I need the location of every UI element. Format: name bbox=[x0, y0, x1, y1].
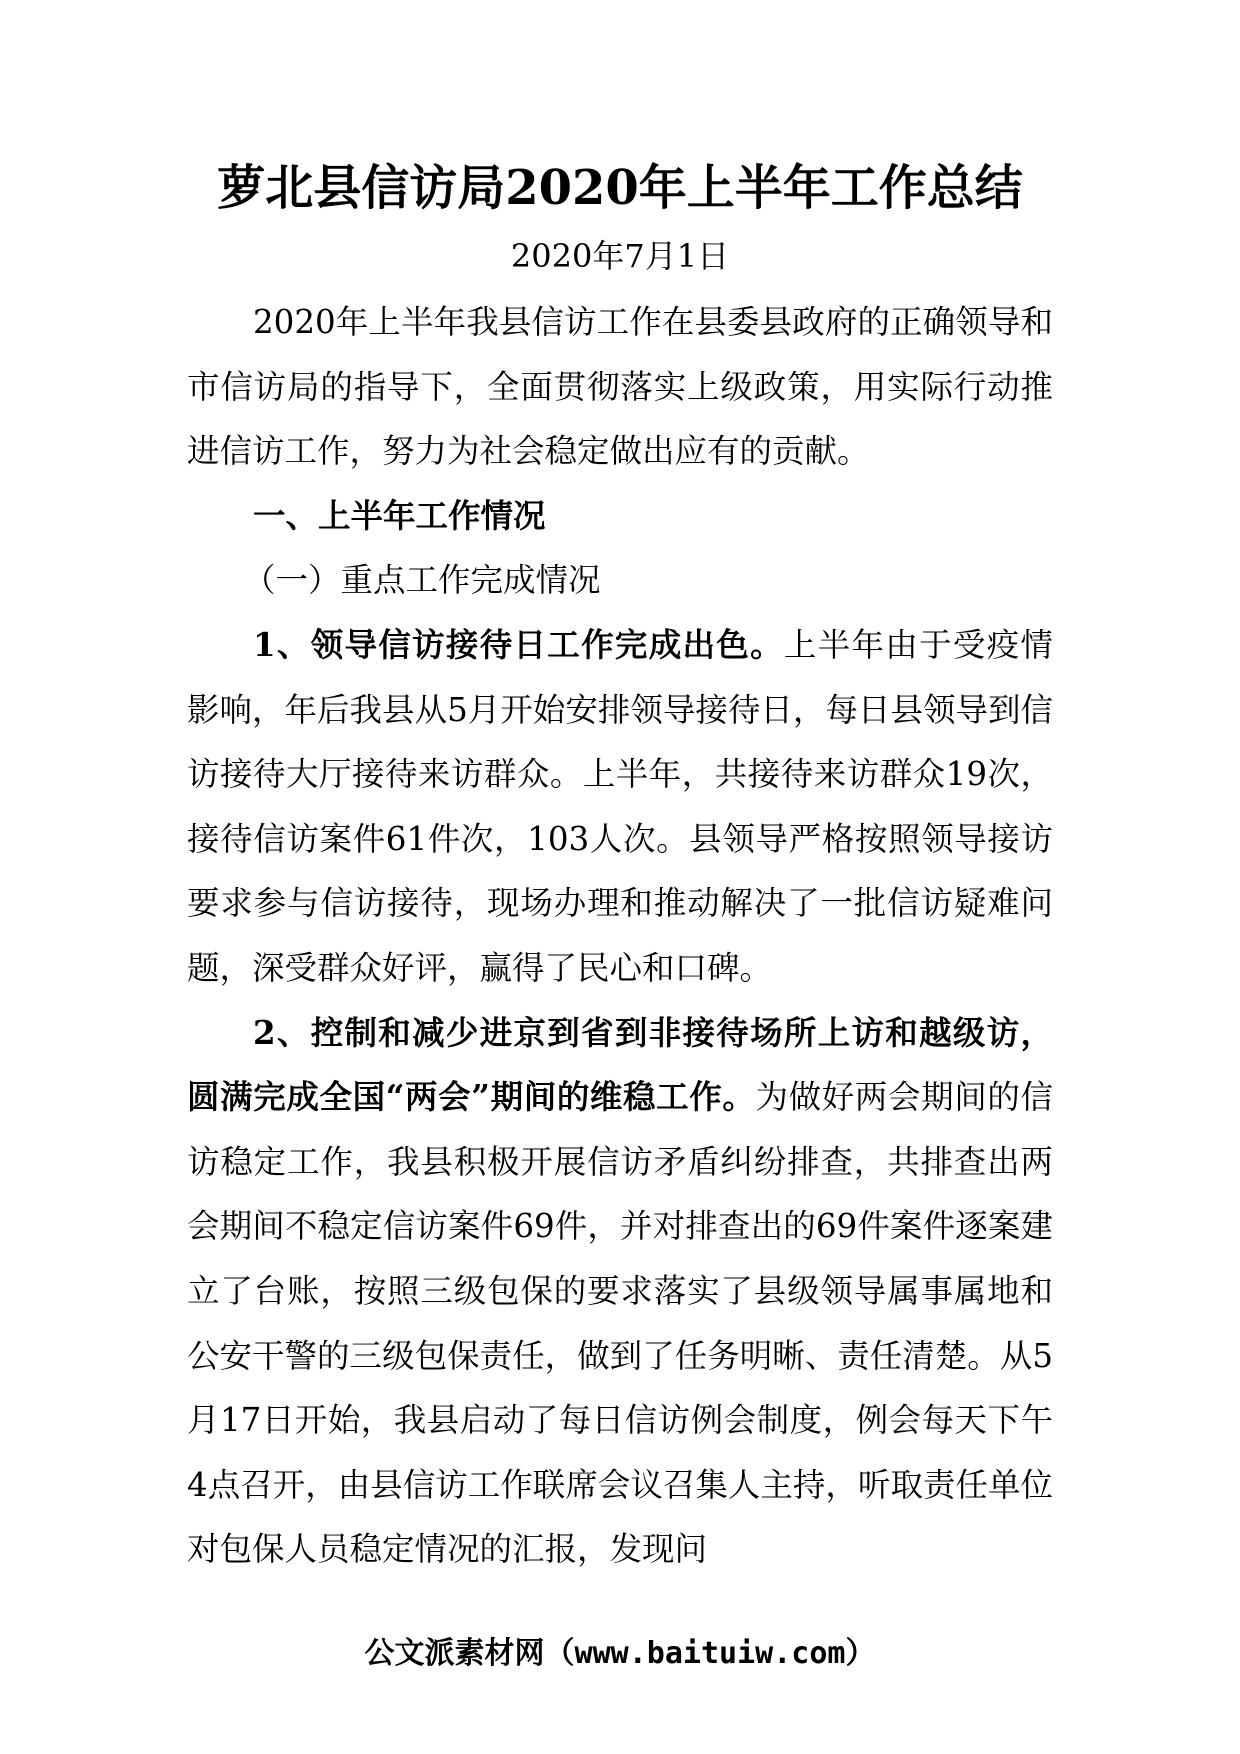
item-2-lead: 2、控制和减少进京到省到非接待场所上访和越级访，圆满完成全国“两会”期间的维稳工作。 bbox=[187, 1012, 1053, 1117]
item-1-lead: 1、领导信访接待日工作完成出色。 bbox=[253, 624, 784, 664]
footer-url: www.baituiw.com bbox=[574, 1636, 846, 1671]
item-2-text: 为做好两会期间的信访稳定工作，我县积极开展信访矛盾纠纷排查，共排查出两会期间不稳定信访案件69件，并对排查出的69件案件逐案建立了台账，按照三级包保的要求落实了县级领导属事属地和公安干警的三级包保责任，做到了任务明晰、责任清楚。从5月17日开始，我县启动了每日信访例会制度，例会每天下午4点召开，由县信访工作联席会议召集人主持，听取责任单位对包保人员稳定情况的汇报，发现问 bbox=[187, 1078, 1053, 1569]
section-heading: 一、上半年工作情况 bbox=[253, 495, 546, 535]
footer-open-paren: （ bbox=[544, 1636, 575, 1671]
document-title: 萝北县信访局2020年上半年工作总结 bbox=[217, 160, 1023, 216]
item-2-paragraph bbox=[187, 1001, 1053, 1582]
item-1-paragraph bbox=[187, 613, 1053, 1001]
intro-paragraph: 2020年上半年我县信访工作在县委县政府的正确领导和市信访局的指导下，全面贯彻落实上级政策，用实际行动推进信访工作，努力为社会稳定做出应有的贡献。 bbox=[187, 303, 1053, 471]
footer-site-name: 公文派素材网 bbox=[364, 1636, 545, 1671]
item-1-text: 上半年由于受疫情影响，年后我县从5月开始安排领导接待日，每日县领导到信访接待大厅接待来访群众。上半年，共接待来访群众19次，接待信访案件61件次，103人次。县领导严格按照领导接访要求参与信访接待，现场办理和推动解决了一批信访疑难问题，深受群众好评，赢得了民心和口碑。 bbox=[187, 625, 1053, 987]
document-body bbox=[187, 290, 1053, 1582]
footer-watermark bbox=[0, 1632, 1240, 1676]
subsection-heading: （一）重点工作完成情况 bbox=[243, 561, 601, 600]
document-date: 2020年7月1日 bbox=[510, 237, 730, 275]
footer-close-paren: ） bbox=[845, 1636, 876, 1671]
